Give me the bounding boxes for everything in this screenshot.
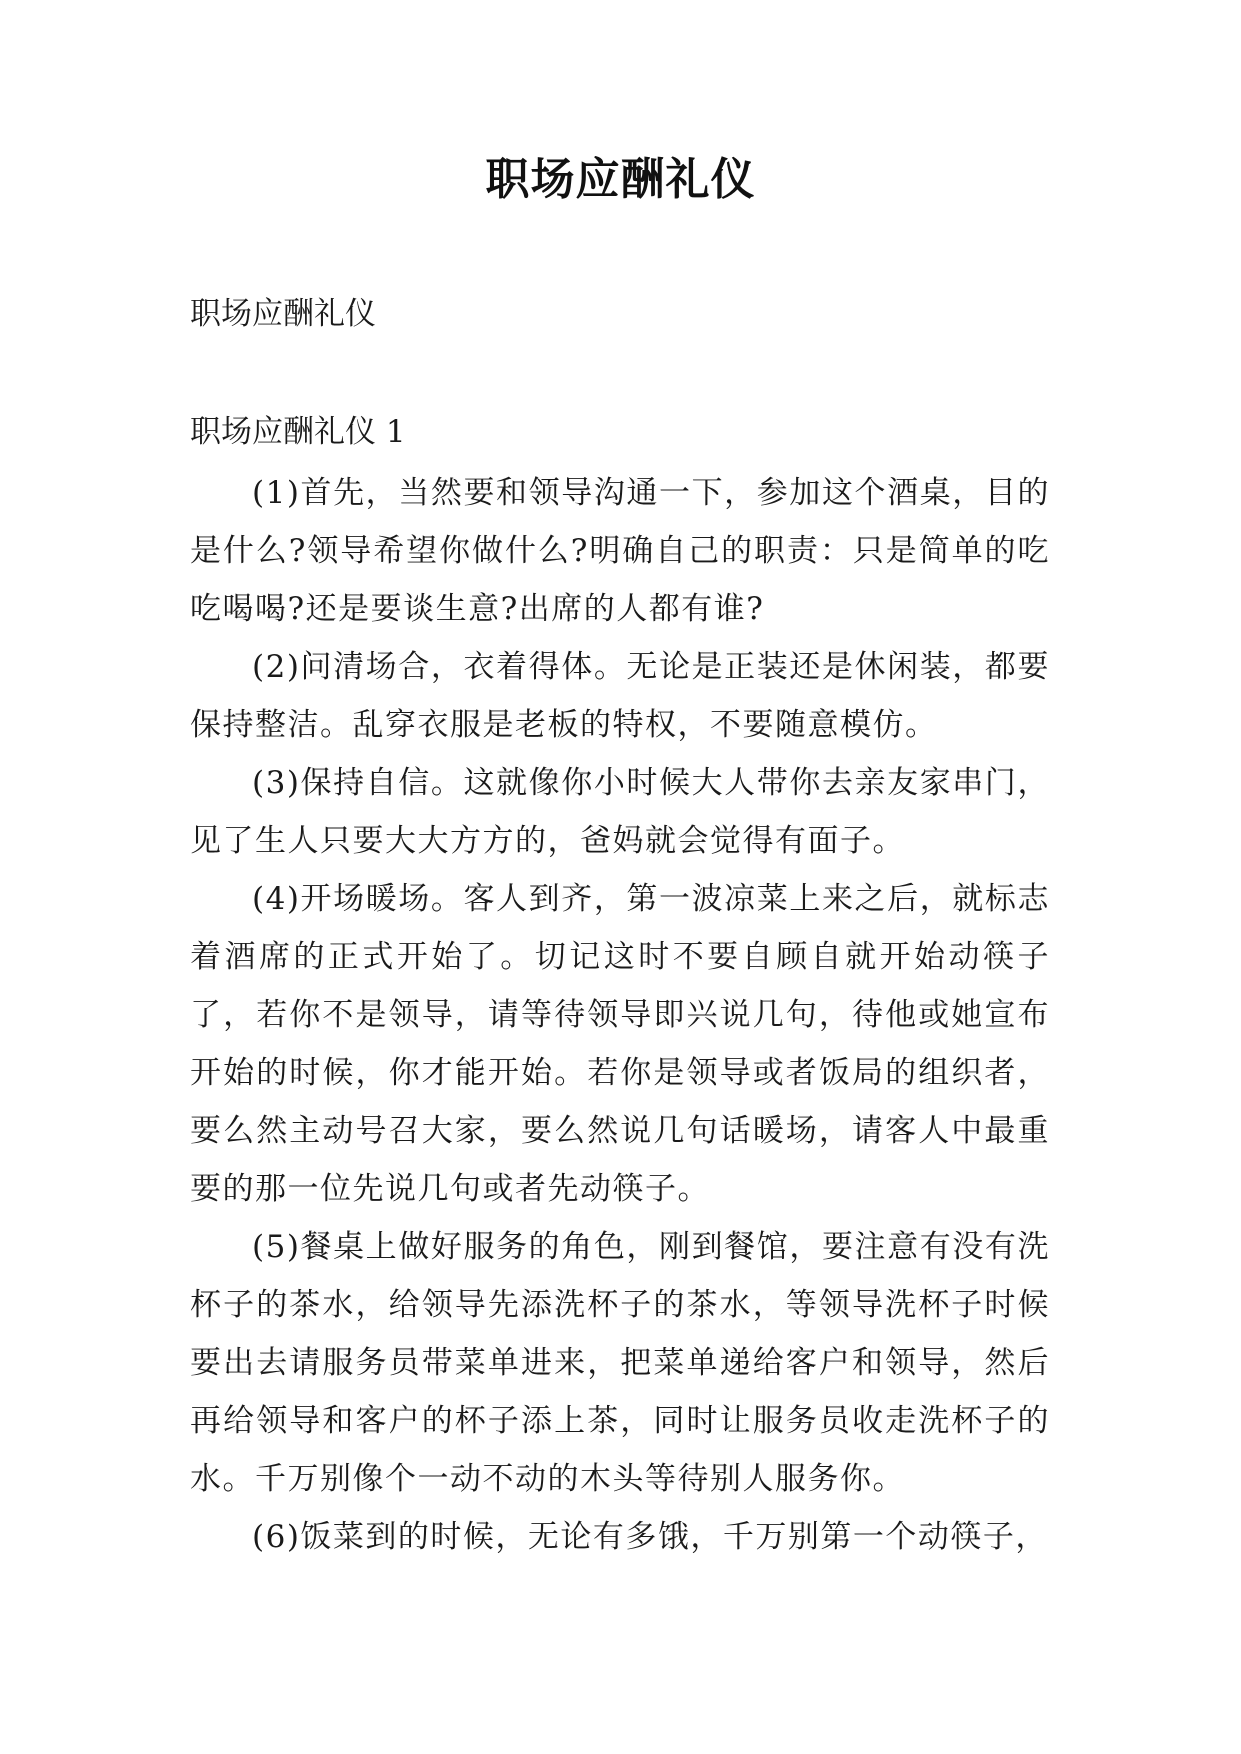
document-subtitle: 职场应酬礼仪	[190, 296, 376, 332]
paragraph-6: (6)饭菜到的时候，无论有多饿，千万别第一个动筷子，	[252, 1519, 1048, 1555]
paragraph-5: (5)餐桌上做好服务的角色，刚到餐馆，要注意有没有洗杯子的茶水，给领导先添洗杯子的茶水，等领导洗杯子时候要出去请服务员带菜单进来，把菜单递给客户和领导，然后再给领导和客户的杯子添上茶，同时让服务员收走洗杯子的水。千万别像个一动不动的木头等待别人服务你。	[190, 1229, 1050, 1497]
body-text	[190, 464, 1050, 1566]
section-heading: 职场应酬礼仪 1	[190, 414, 406, 450]
paragraph-4: (4)开场暖场。客人到齐，第一波凉菜上来之后，就标志着酒席的正式开始了。切记这时不要自顾自就开始动筷子了，若你不是领导，请等待领导即兴说几句，待他或她宣布开始的时候，你才能开始。若你是领导或者饭局的组织者，要么然主动号召大家，要么然说几句话暖场，请客人中最重要的那一位先说几句或者先动筷子。	[190, 881, 1050, 1207]
paragraph-1: (1)首先，当然要和领导沟通一下，参加这个酒桌，目的是什么?领导希望你做什么?明确自己的职责：只是简单的吃吃喝喝?还是要谈生意?出席的人都有谁?	[190, 475, 1050, 627]
document-title: 职场应酬礼仪	[485, 154, 756, 205]
paragraph-2: (2)问清场合，衣着得体。无论是正装还是休闲装，都要保持整洁。乱穿衣服是老板的特权，不要随意模仿。	[190, 649, 1050, 743]
paragraph-3: (3)保持自信。这就像你小时候大人带你去亲友家串门，见了生人只要大大方方的，爸妈就会觉得有面子。	[190, 765, 1050, 859]
